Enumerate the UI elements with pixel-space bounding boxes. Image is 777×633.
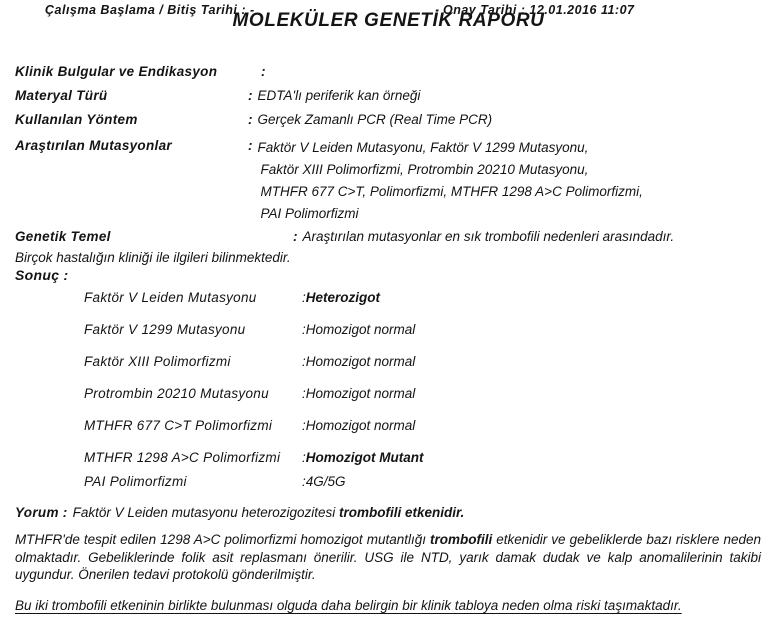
test-result: Homozigot normal [305,322,416,337]
test-name: Protrombin 20210 Mutasyonu [84,386,269,401]
colon: : [302,418,306,433]
mutation-list-line: Faktör XIII Polimorfizmi, Protrombin 20210 Mutasyonu, [260,162,589,177]
result-row [84,288,777,307]
study-dates-label: Çalışma Başlama / Bitiş Tarihi : - [45,3,255,17]
test-name: Faktör V Leiden Mutasyonu [84,290,257,305]
result-row [84,352,777,371]
test-result: Homozigot normal [305,386,416,401]
report-page [0,3,777,617]
field-row-clinical-findings [15,63,762,81]
mutation-list-line: MTHFR 677 C>T, Polimorfizmi, MTHFR 1298 A>C Polimorfizmi, [260,184,643,199]
field-value: Araştırılan mutasyonlar en sık trombofili nedenleri arasındadır. [302,229,675,244]
field-label: Klinik Bulgular ve Endikasyon [15,64,218,79]
approval-date-label: Onay Tarihi : 12.01.2016 11:07 [443,3,635,17]
field-value: EDTA'lı periferik kan örneği [257,88,421,103]
field-value: Gerçek Zamanlı PCR (Real Time PCR) [257,112,493,127]
field-value-multiline [258,137,763,225]
mutation-list-line: PAI Polimorfizmi [260,206,359,221]
test-result: Homozigot normal [305,354,416,369]
field-label: Genetik Temel [15,229,111,244]
test-result: Homozigot Mutant [305,450,424,465]
results-section-label: Sonuç : [15,267,69,283]
genetic-basis-continuation: Birçok hastalığın kliniği ile ilgileri bilinmektedir. [15,250,291,265]
colon: : [293,229,298,244]
mutation-list-line: Faktör V Leiden Mutasyonu, Faktör V 1299 Mutasyonu, [257,140,589,155]
colon: : [302,474,306,489]
interpretation-text: etkenidir ve gebeliklerde bazı risklere neden olmaktadır. Gebeliklerinde folik asit replasmanı önerilir. USG ile NTD, yarık damak dudak ve kalp anomalilerinin takibi uygundur. Önerilen tedavi protokolü gönderilmiştir. [15,532,761,582]
comment-section [15,503,762,522]
test-result: 4G/5G [305,474,346,489]
field-row-method [15,111,762,129]
interpretation-text: MTHFR'de tespit edilen 1298 A>C polimorfizmi homozigot mutantlığı [15,532,430,547]
field-row-material-type [15,87,762,105]
field-row-investigated-mutations [15,137,762,225]
result-row [84,472,777,491]
test-name: Faktör XIII Polimorfizmi [84,354,231,369]
result-row [84,448,777,467]
colon: : [302,354,306,369]
field-label: Kullanılan Yöntem [15,112,138,127]
field-label: Araştırılan Mutasyonlar [15,138,172,153]
test-result: Heterozigot [305,290,381,305]
colon: : [302,450,306,465]
comment-label: Yorum : [15,505,68,520]
test-name: MTHFR 677 C>T Polimorfizmi [84,418,273,433]
field-row-genetic-basis [15,228,762,246]
test-name: MTHFR 1298 A>C Polimorfizmi [84,450,281,465]
result-row [84,416,777,435]
test-result: Homozigot normal [305,418,416,433]
interpretation-paragraph [15,531,761,584]
result-row [84,320,777,339]
risk-note: Bu iki trombofili etkeninin birlikte bulunması olguda daha belirgin bir klinik tabloya neden olma riski taşımaktadır. [15,597,682,613]
results-list [0,288,777,491]
interpretation-text-bold: trombofili [430,532,493,547]
colon: : [261,64,266,79]
result-row [84,384,777,403]
colon: : [302,322,306,337]
report-fields [0,63,777,267]
comment-text-bold: trombofili etkenidir. [339,505,465,520]
colon: : [248,138,253,153]
colon: : [248,88,253,103]
colon: : [302,290,306,305]
field-label: Materyal Türü [15,88,108,103]
test-name: Faktör V 1299 Mutasyonu [84,322,246,337]
test-name: PAI Polimorfizmi [84,474,187,489]
report-title: MOLEKÜLER GENETİK RAPORU [232,10,545,31]
colon: : [248,112,253,127]
comment-text: Faktör V Leiden mutasyonu heterozigozitesi [72,505,340,520]
colon: : [302,386,306,401]
